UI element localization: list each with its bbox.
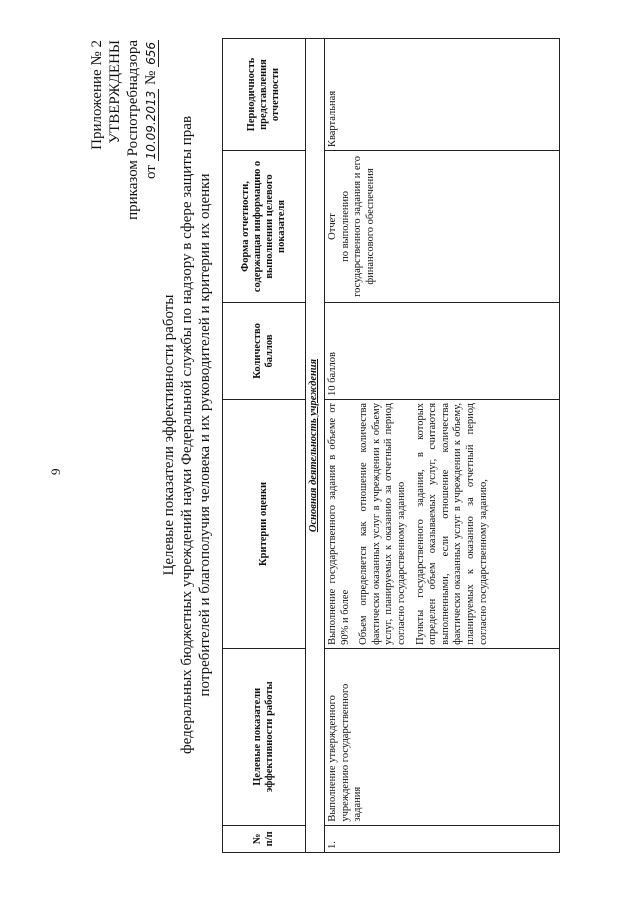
header-indicator: Целевые показатели эффективности работы xyxy=(223,648,306,825)
header-criteria: Критерии оценки xyxy=(223,399,306,648)
header-points: Количество баллов xyxy=(223,302,306,399)
row-num: 1. xyxy=(325,825,560,852)
header-num: № п/п xyxy=(223,825,306,852)
row-indicator-text: Выполнение утвержденного учреждению государственного задания xyxy=(327,683,364,822)
approval-block xyxy=(88,40,160,300)
indicators-table xyxy=(222,38,560,853)
row-criteria xyxy=(325,399,560,648)
criteria-paragraph-1: Выполнение государственного задания в объеме от 90% и более xyxy=(327,402,351,645)
header-periodicity: Периодичность представления отчетности xyxy=(223,39,306,151)
criteria-paragraph-2: Объем определяется как отношение количества фактически оказанных услуг в учреждении к объему услуг, планируемых к оказанию за отчетный период согласно государственному заданию xyxy=(358,402,407,645)
title-line-3: потребителей и благополучия человека и их руководителей и критерии их оценки xyxy=(197,173,213,697)
header-report-form: Форма отчетности, содержащая информацию о выполнении целевого показателя xyxy=(223,151,306,303)
page-number: 9 xyxy=(48,468,63,475)
order-number: 656 xyxy=(144,42,158,65)
number-label: № xyxy=(143,70,159,85)
report-line-2: по выполнению государственного задания и его финансового обеспечения xyxy=(339,156,376,297)
row-indicator xyxy=(325,648,560,825)
section-row xyxy=(306,39,325,853)
document-title xyxy=(160,115,214,755)
row-report-form xyxy=(325,151,560,303)
criteria-paragraph-3: Пункты государственного задания, в которых определен объем оказываемых услуг, считаются выполненными, если отношение количества фактически оказанных услуг в учреждении к объему, планируемых к оказанию за отчетный период согласно государственному заданию, xyxy=(414,402,489,645)
table-row xyxy=(325,39,560,853)
section-title: Основная деятельность учреждения xyxy=(306,39,325,853)
report-line-1: Отчет xyxy=(327,213,338,240)
order-date-line xyxy=(142,40,160,300)
title-line-2: федеральных бюджетных учреждений науки Федеральной службы по надзору в сфере защиты прав xyxy=(179,115,195,755)
order-label: приказом Роспотребнадзора xyxy=(125,40,141,220)
row-periodicity: Квартальная xyxy=(325,39,560,151)
from-label: от xyxy=(143,165,159,180)
row-points: 10 баллов xyxy=(325,302,560,399)
table-header-row xyxy=(223,39,306,853)
title-line-1: Целевые показатели эффективности работы xyxy=(161,294,177,576)
appendix-label: Приложение № 2 xyxy=(89,40,105,150)
order-date: 10.09.2013 xyxy=(144,90,158,160)
approved-label: УТВЕРЖДЕНЫ xyxy=(107,40,123,144)
